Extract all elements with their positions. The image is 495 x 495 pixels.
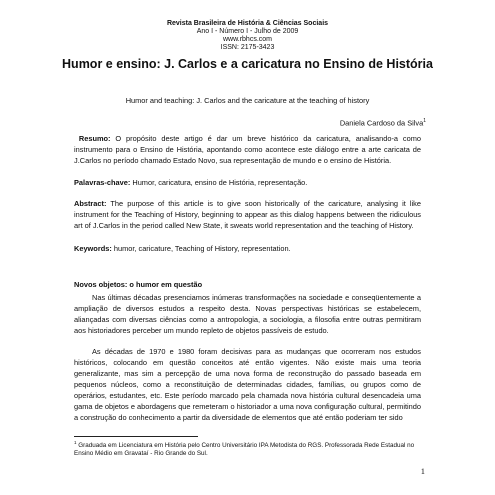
footnote-mark: 1: [74, 440, 77, 445]
author-line: [340, 117, 426, 127]
author-name: Daniela Cardoso da Silva: [339, 118, 424, 128]
keywords-paragraph: [74, 243, 421, 254]
palavras-chave-paragraph: [74, 177, 421, 188]
author-footnote-mark: 1: [423, 118, 426, 124]
page-number: 1: [420, 466, 425, 476]
footnote: [74, 439, 421, 458]
resumo-text: O propósito deste artigo é dar um breve histórico da caricatura, analisando-a como instrumento para o Ensino de História, apontando como acontece este diálogo entre a arte caricata de J.Carlos no período chamado Estado Novo, sua representação de mundo e o ensino de História.: [74, 134, 421, 165]
body-paragraph-2: As décadas de 1970 e 1980 foram decisivas para as mudanças que ocorreram nos estudos históricos, colocando em questão conceitos até então vigentes. Não existe mais uma teoria generalizante, mas sim a percepção de uma nova forma de reconstrução do passado baseada em pequenos núcleos, como a reconstituição de determinadas cidades, famílias, ou grupos como de operários, estudantes, etc. Este período marcado pela chamada nova história cultural desencadeia uma gama de objetos e abordagens que remeteram o historiador a uma nova configuração cultural, permitindo a construção do conhecimento a partir da diversidade de elementos que até então poderiam ter sido: [74, 347, 421, 422]
keywords-label: Keywords:: [74, 244, 112, 253]
journal-website: www.rbhcs.com: [222, 36, 272, 43]
palavras-chave-label: Palavras-chave:: [74, 178, 131, 187]
keywords-text: humor, caricature, Teaching of History, representation.: [111, 244, 291, 253]
article-title: Humor e ensino: J. Carlos e a caricatura no Ensino de História: [62, 57, 433, 71]
section-heading: Novos objetos: o humor em questão: [74, 280, 203, 289]
abstract-text: The purpose of this article is to give soon historically of the caricature, analysing it like instrument for the Teaching of History, beginning to appear as this dialog happens between the ridiculous art of J.Carlos in the period called New State, it sweats world representation and the teaching of History.: [74, 199, 421, 230]
body-paragraph-1: Nas últimas décadas presenciamos inúmeras transformações na sociedade e conseqüentemente a ampliação de diversos estudos a respeito desta. Novas perspectivas históricas se estabelecem, aliançadas com diversas ciências como a antropologia, a sociologia, a filosofia entre outras permitiram aos historiadores perceber um mundo repleto de objetos passíveis de estudo.: [74, 293, 421, 335]
journal-issue: Ano I - Número I - Julho de 2009: [196, 28, 299, 35]
abstract-label: Abstract:: [74, 199, 107, 208]
footnote-text: Graduada em Licenciatura em História pelo Centro Universitário IPA Metodista do RGS. Professorada Rede Estadual no Ensino Médio em Gravataí - Rio Grande do Sul.: [74, 442, 415, 458]
footnote-divider: [74, 436, 198, 437]
resumo-label: Resumo:: [78, 134, 111, 143]
palavras-chave-text: Humor, caricatura, ensino de História, representação.: [130, 178, 308, 187]
journal-name: Revista Brasileira de História & Ciências Sociais: [166, 20, 329, 27]
abstract-paragraph: [74, 198, 421, 231]
resumo-paragraph: [74, 133, 421, 166]
journal-issn: ISSN: 2175-3423: [220, 44, 275, 51]
article-subtitle: Humor and teaching: J. Carlos and the caricature at the teaching of history: [125, 96, 370, 105]
